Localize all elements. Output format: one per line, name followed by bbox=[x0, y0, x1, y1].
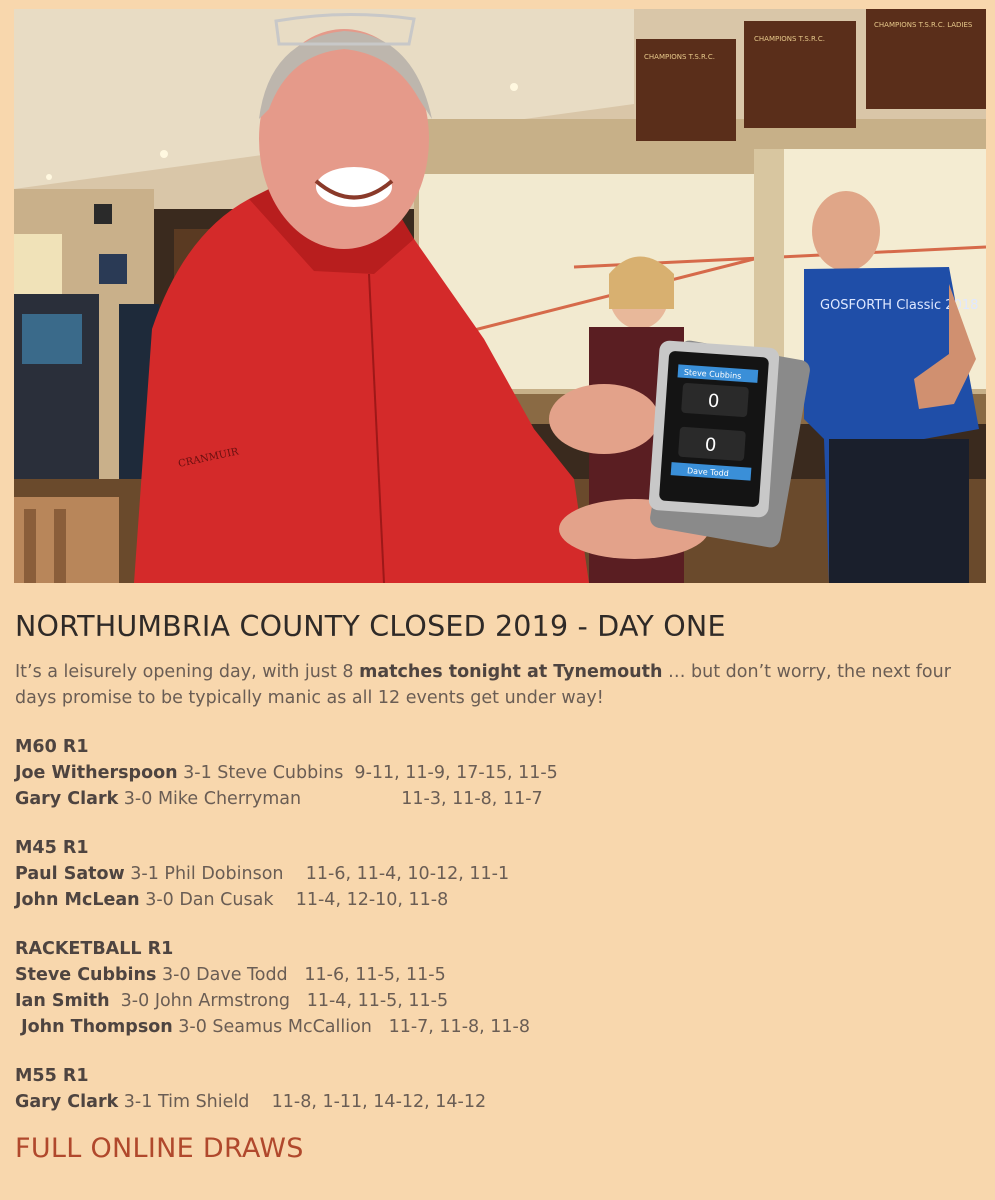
match-row bbox=[15, 1089, 980, 1115]
match-row bbox=[15, 887, 980, 913]
event-name: M45 R1 bbox=[15, 838, 89, 858]
match-winner: Gary Clark bbox=[15, 789, 119, 809]
match-result: 3-0 Dan Cusak 11-4, 12-10, 11-8 bbox=[139, 890, 449, 910]
match-row bbox=[15, 760, 980, 786]
tablet-score-bottom: 0 bbox=[704, 434, 718, 457]
match-result: 3-0 John Armstrong 11-4, 11-5, 11-5 bbox=[109, 991, 449, 1011]
match-row bbox=[15, 962, 980, 988]
match-winner: Joe Witherspoon bbox=[15, 763, 178, 783]
match-row bbox=[15, 988, 980, 1014]
match-winner: Ian Smith bbox=[15, 991, 110, 1011]
match-result: 3-0 Seamus McCallion 11-7, 11-8, 11-8 bbox=[172, 1017, 530, 1037]
match-winner: Gary Clark bbox=[15, 1092, 119, 1112]
article-photo bbox=[14, 9, 986, 583]
board-title-3: CHAMPIONS T.S.R.C. LADIES bbox=[874, 21, 973, 29]
match-winner: Paul Satow bbox=[15, 864, 125, 884]
match-winner: John McLean bbox=[15, 890, 140, 910]
event-m55 bbox=[15, 1063, 980, 1115]
event-name: M60 R1 bbox=[15, 737, 89, 757]
match-row bbox=[15, 1014, 980, 1040]
match-row bbox=[15, 861, 980, 887]
svg-text:CRANMUIR: CRANMUIR bbox=[177, 446, 240, 470]
tablet-player-bottom: Dave Todd bbox=[686, 466, 730, 479]
match-result: 3-1 Steve Cubbins 9-11, 11-9, 17-15, 11-5 bbox=[177, 763, 558, 783]
match-winner: Steve Cubbins bbox=[15, 965, 157, 985]
intro-bold: matches tonight at Tynemouth bbox=[359, 662, 663, 682]
article-body bbox=[15, 605, 980, 1169]
article-title: NORTHUMBRIA COUNTY CLOSED 2019 - DAY ONE bbox=[15, 610, 726, 643]
article-intro bbox=[15, 659, 980, 711]
match-result: 3-1 Phil Dobinson 11-6, 11-4, 10-12, 11-1 bbox=[124, 864, 510, 884]
board-title-1: CHAMPIONS T.S.R.C. bbox=[644, 53, 715, 61]
tablet-player-top: Steve Cubbins bbox=[683, 367, 742, 381]
event-m45 bbox=[15, 835, 980, 913]
match-result: 3-0 Dave Todd 11-6, 11-5, 11-5 bbox=[156, 965, 446, 985]
full-online-draws-link[interactable]: FULL ONLINE DRAWS bbox=[15, 1133, 304, 1164]
event-racketball bbox=[15, 936, 980, 1040]
match-winner: John Thompson bbox=[15, 1017, 173, 1037]
match-result: 3-0 Mike Cherryman 11-3, 11-8, 11-7 bbox=[118, 789, 543, 809]
match-row bbox=[15, 786, 980, 812]
intro-text-end: … but don’t worry, the next four days promise to be typically manic as all 12 events get under way! bbox=[15, 662, 951, 708]
board-title-2: CHAMPIONS T.S.R.C. bbox=[754, 35, 825, 43]
event-name: M55 R1 bbox=[15, 1066, 89, 1086]
event-name: RACKETBALL R1 bbox=[15, 939, 174, 959]
event-m60 bbox=[15, 734, 980, 812]
shirt-print: GOSFORTH Classic 2018 bbox=[820, 298, 979, 313]
match-result: 3-1 Tim Shield 11-8, 1-11, 14-12, 14-12 bbox=[118, 1092, 487, 1112]
tablet-score-top: 0 bbox=[707, 390, 721, 413]
photo-illustration bbox=[14, 9, 986, 583]
intro-text-start: It’s a leisurely opening day, with just 8 bbox=[15, 662, 360, 682]
